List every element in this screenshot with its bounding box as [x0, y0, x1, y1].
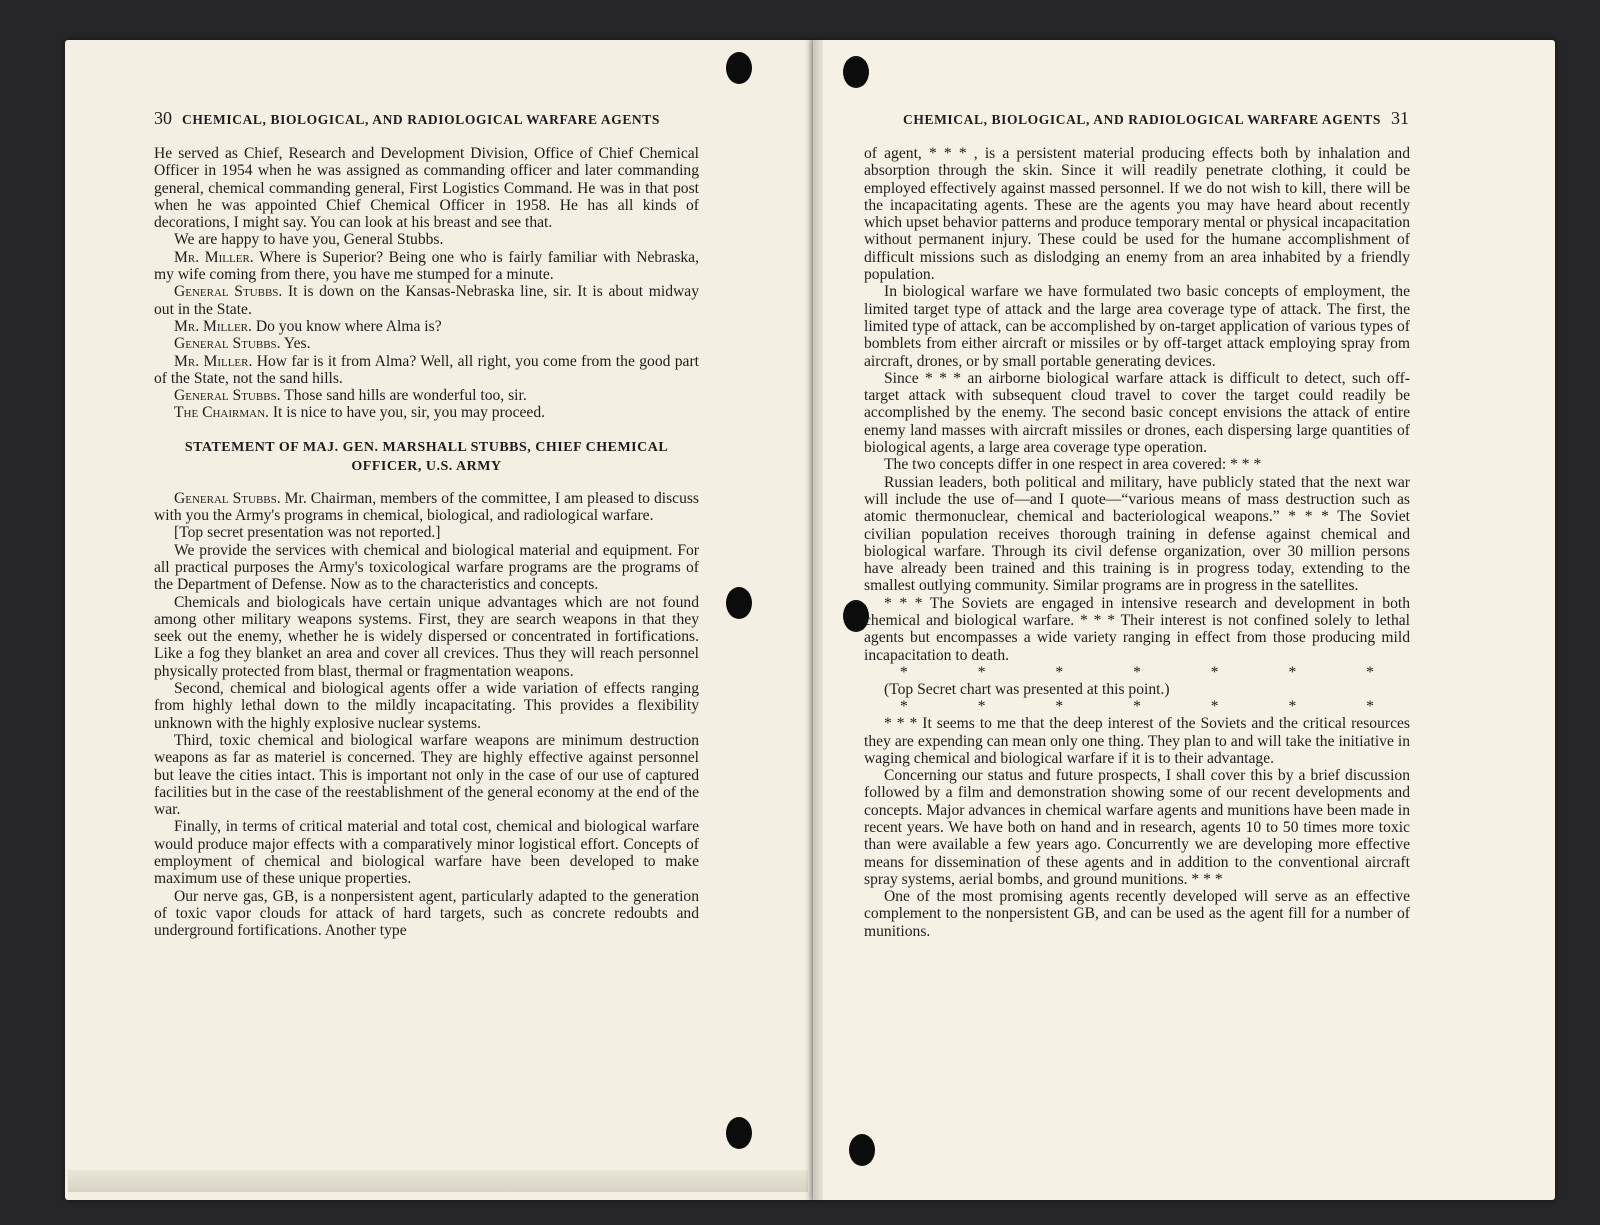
chart-note: (Top Secret chart was presented at this point.)	[884, 680, 1170, 698]
left-running-head-title: CHEMICAL, BIOLOGICAL, AND RADIOLOGICAL WARFARE AGENTS	[181, 112, 660, 127]
omission-star: *	[1133, 663, 1141, 681]
speaker-name: Mr. Miller.	[174, 352, 253, 370]
omission-star-row	[864, 698, 1410, 715]
paragraph	[864, 145, 1410, 283]
book-gutter	[805, 40, 823, 1200]
paragraph-text: Do you know where Alma is?	[251, 317, 442, 335]
paragraph-text: We are happy to have you, General Stubbs.	[174, 231, 444, 249]
omission-star: *	[1288, 663, 1297, 681]
right-paragraphs-before	[864, 145, 1410, 664]
left-paragraphs-after	[154, 490, 699, 940]
paragraph	[154, 680, 699, 732]
paragraph	[154, 524, 699, 541]
omission-star: *	[1055, 698, 1064, 716]
right-text-column	[864, 145, 1410, 940]
speaker-name: General Stubbs.	[174, 489, 281, 507]
paragraph-text: of agent, * * * , is a persistent material producing effects both by inhalation and absorption through the skin. Since it will readily penetrate clothing, it could be employed effectively against massed personnel. If we do not wish to kill, there will be the incapacitating agents. These are the agents you may have heard about recently which upset behavior patterns and produce temporary mental or physical incapacitation without permanent injury. These could be used for the humane accomplishment of difficult missions such as dislodging an enemy from an area inhabited by a friendly population.	[864, 145, 1410, 284]
paragraph	[154, 353, 699, 388]
paragraph-text: Concerning our status and future prospects, I shall cover this by a brief discussion followed by a film and demonstration showing some of our recent developments and concepts. Major advances in chemical warfare agents and munitions have been made in recent years. We have both on hand and in research, agents 10 to 50 times more toxic than were available a few years ago. Concurrently we are developing more effective means for dissemination of these agents and in addition to the conventional aircraft spray systems, aerial bombs, and ground munitions. * * *	[864, 767, 1411, 888]
omission-star: *	[900, 663, 908, 681]
binder-hole-icon	[843, 56, 869, 88]
left-page-number: 30	[154, 108, 172, 128]
paragraph-text: Second, chemical and biological agents offer a wide variation of effects ranging from highly lethal down to the mildly incapacitating. This provides a flexibility unknown with the highly explosive nuclear systems.	[154, 680, 699, 732]
paragraph	[154, 335, 699, 352]
omission-star: *	[1210, 698, 1219, 716]
paragraph	[154, 318, 699, 335]
paragraph	[864, 283, 1410, 369]
binder-hole-icon	[849, 1134, 875, 1166]
left-paragraphs-before	[154, 145, 699, 422]
paragraph-text: It is nice to have you, sir, you may proceed.	[268, 404, 546, 422]
paragraph	[154, 818, 699, 887]
speaker-name: General Stubbs.	[174, 335, 281, 353]
right-page-number: 31	[1391, 108, 1409, 128]
paragraph	[864, 474, 1410, 595]
omission-star: *	[1210, 663, 1219, 681]
page-edge	[68, 1170, 808, 1192]
omission-star: *	[1288, 698, 1297, 716]
paragraph	[154, 249, 699, 284]
paragraph	[154, 594, 699, 680]
paragraph-text: Mr. Chairman, members of the committee, I am pleased to discuss with you the Army's programs in chemical, biological, and radiological warfare.	[154, 489, 699, 525]
paragraph-text: Russian leaders, both political and military, have publicly stated that the next war will include the use of—and I quote—“various means of mass destruction such as atomic thermonuclear, chemical and bacteriological weapons.” * * * The Soviet civilian population receives thorough training in defense against chemical and biological warfare. Through its civil defense organization, over 30 million persons have already been trained and this training is in progress today, extending to the smallest outlying community. Similar programs are in progress in the satellites.	[864, 473, 1410, 595]
paragraph-text: * * * It seems to me that the deep interest of the Soviets and the critical resources they are expending can mean only one thing. They plan to and will take the initiative in waging chemical and biological warfare if it is to their advantage.	[864, 715, 1410, 767]
paragraph	[154, 283, 699, 318]
paragraph-text: How far is it from Alma? Well, all right, you come from the good part of the State, not the sand hills.	[154, 352, 700, 387]
paragraph-text: In biological warfare we have formulated two basic concepts of employment, the limited target type of attack and the large area coverage type of attack. The first, the limited type of attack, can be accomplished by on-target application of various types of bomblets from either aircraft or missiles or by off-target attack employing spray from aircraft, drones, or by small portable generating devices.	[864, 283, 1410, 370]
paragraph	[864, 456, 1410, 473]
omission-star-row	[864, 664, 1410, 681]
paragraph-text: The two concepts differ in one respect in area covered: * * *	[884, 456, 1262, 474]
right-running-head	[863, 108, 1409, 129]
paragraph-text: Those sand hills are wonderful too, sir.	[280, 387, 527, 405]
paragraph	[154, 145, 699, 231]
speaker-name: Mr. Miller.	[174, 248, 254, 266]
paragraph	[154, 231, 699, 248]
binder-hole-icon	[726, 587, 752, 619]
paragraph-text: One of the most promising agents recently developed will serve as an effective complement to the nonpersistent GB, and can be used as the agent fill for a number of munitions.	[864, 888, 1410, 940]
paragraph	[864, 715, 1410, 767]
binder-hole-icon	[726, 52, 752, 84]
paragraph-text: Our nerve gas, GB, is a nonpersistent agent, particularly adapted to the generation of toxic vapor clouds for attack of hard targets, such as concrete redoubts and underground fortifications. Another type	[154, 887, 699, 940]
speaker-name: The Chairman.	[174, 404, 269, 422]
paragraph-text: We provide the services with chemical and biological material and equipment. For all practical purposes the Army's toxicological warfare programs are the programs of the Department of Defense. Now as to the characteristics and concepts.	[154, 541, 699, 594]
left-text-column	[154, 145, 699, 939]
omission-star: *	[1055, 663, 1064, 681]
omission-star: *	[977, 663, 986, 681]
speaker-name: General Stubbs.	[174, 387, 281, 405]
speaker-name: Mr. Miller.	[174, 317, 252, 335]
statement-heading: STATEMENT OF MAJ. GEN. MARSHALL STUBBS, CHIEF CHEMICAL OFFICER, U.S. ARMY	[184, 439, 669, 474]
paragraph	[864, 767, 1410, 888]
paragraph	[154, 404, 699, 421]
paragraph-text: * * * The Soviets are engaged in intensive research and development in both chemical and biological warfare. * * * Their interest is not confined solely to lethal agents but encompasses a wide variety ranging in effect from those producing mild incapacitation to death.	[864, 594, 1410, 664]
paragraph-text: Third, toxic chemical and biological warfare weapons are minimum destruction weapons as far as materiel is concerned. They are highly effective against personnel but leave the cities intact. This is important not only in the case of our use of captured facilities but in the case of the reestablishment of the general economy at the end of the war.	[154, 731, 699, 819]
right-paragraphs-after	[864, 715, 1410, 940]
paragraph-text: Finally, in terms of critical material and total cost, chemical and biological warfare would produce major effects with a comparatively minor logistical effort. Concepts of employment of chemical and biological warfare have been developed to make maximum use of these unique properties.	[154, 818, 699, 888]
paragraph	[864, 370, 1410, 456]
right-running-head-title: CHEMICAL, BIOLOGICAL, AND RADIOLOGICAL WARFARE AGENTS	[903, 112, 1382, 127]
omission-star: *	[900, 698, 908, 716]
paragraph	[864, 595, 1410, 664]
paragraph	[154, 490, 699, 525]
omission-star: *	[1366, 698, 1374, 716]
paragraph-text: Since * * * an airborne biological warfare attack is difficult to detect, such off-target attack with subsequent cloud travel to cover the target could readily be accomplished by the enemy. The second basic concept envisions the attack of entire enemy land masses with aircraft missiles or drones, each dispersing large quantities of biological agents, a large area coverage type operation.	[864, 369, 1410, 457]
binder-hole-icon	[726, 1117, 752, 1149]
paragraph	[154, 732, 699, 818]
paragraph-text: Where is Superior? Being one who is fairly familiar with Nebraska, my wife coming from there, you have me stumped for a minute.	[154, 248, 700, 284]
paragraph-text: Yes.	[280, 335, 311, 353]
omission-star: *	[1133, 698, 1141, 716]
left-running-head	[154, 108, 699, 129]
paragraph	[154, 542, 699, 594]
paragraph-text: Chemicals and biologicals have certain unique advantages which are not found among other military weapons systems. First, they are search weapons in that they seek out the enemy, whether he is widely dispersed or concentrated in fortifications. Like a fog they blanket an area and cover all crevices. Thus they will reach personnel physically protected from blast, thermal or fragmentation weapons.	[154, 593, 699, 680]
paragraph	[154, 387, 699, 404]
speaker-name: General Stubbs.	[174, 283, 283, 301]
omission-star: *	[977, 698, 986, 716]
paragraph-text: He served as Chief, Research and Development Division, Office of Chief Chemical Officer in 1954 when he was assigned as commanding officer and later commanding general, chemical commanding general, First Logistics Command. He was in that post when he was appointed Chief Chemical Officer in 1958. He has all kinds of decorations, I might say. You can look at his breast and see that.	[154, 145, 699, 232]
paragraph	[864, 888, 1410, 940]
paragraph	[154, 888, 699, 940]
paragraph-text: [Top secret presentation was not reported.]	[174, 524, 441, 542]
paragraph-text: It is down on the Kansas-Nebraska line, sir. It is about midway out in the State.	[154, 283, 699, 318]
omission-star: *	[1366, 663, 1374, 681]
